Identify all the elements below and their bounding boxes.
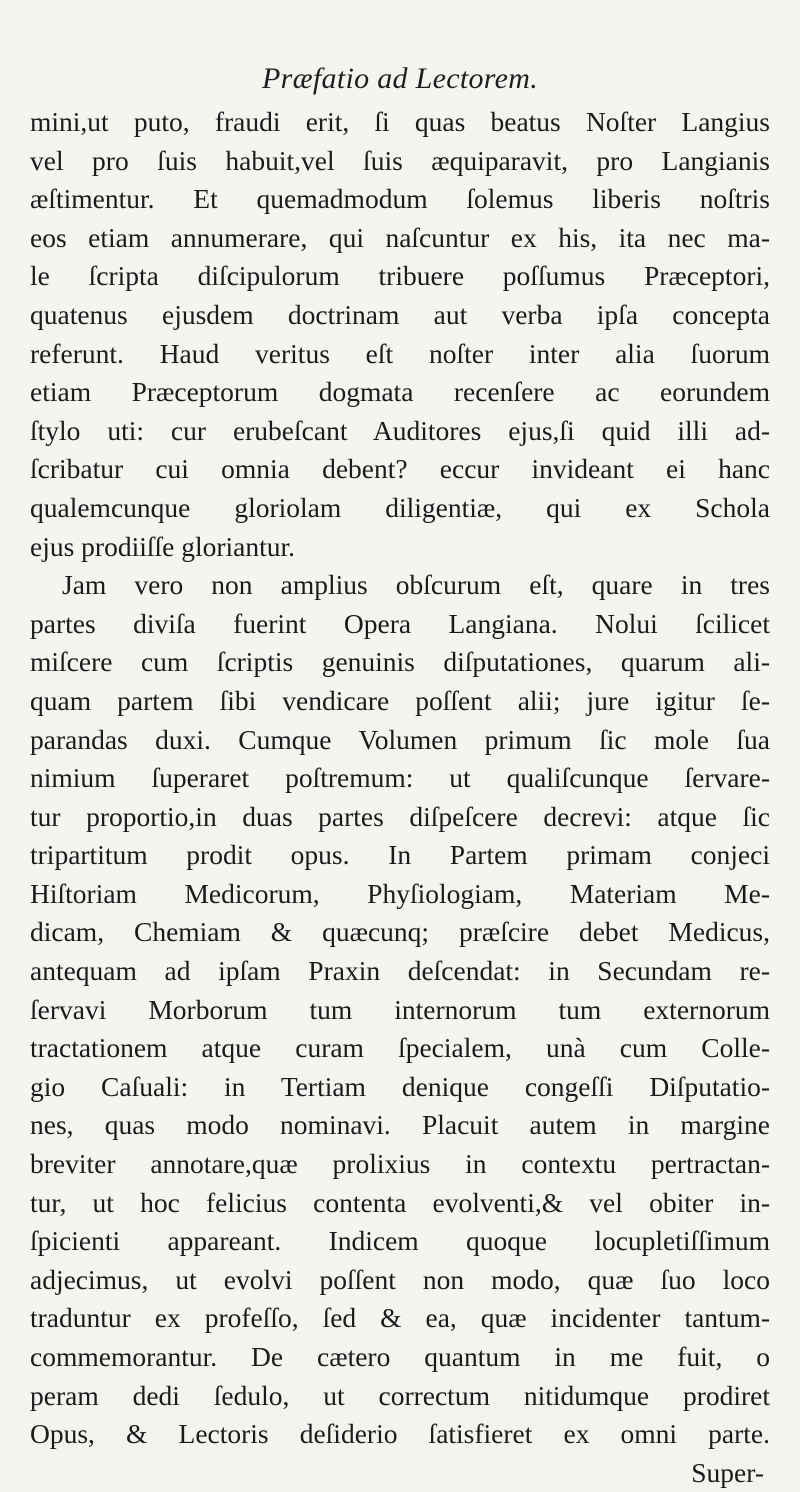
body-text	[30, 103, 770, 1492]
text-line: nes, quas modo nominavi. Placuit autem in margine	[30, 1109, 770, 1141]
text-line: quam partem ſibi vendicare poſſent alii; jure igitur ſe-	[30, 684, 770, 716]
text-line: ſervavi Morborum tum internorum tum externorum	[30, 993, 770, 1025]
text-line: referunt. Haud veritus eſt noſter inter alia ſuorum	[30, 337, 770, 369]
text-line: breviter annotare,quæ prolixius in contextu pertractan-	[30, 1148, 770, 1180]
text-line: tur, ut hoc felicius contenta evolventi,& vel obiter in-	[30, 1186, 770, 1218]
catchword: Super-	[691, 1456, 764, 1488]
text-line: adjecimus, ut evolvi poſſent non modo, quæ ſuo loco	[30, 1263, 770, 1295]
text-line: gio Caſuali: in Tertiam denique congeſſi Diſputatio-	[30, 1070, 770, 1102]
text-line: eos etiam annumerare, qui naſcuntur ex his, ita nec ma-	[30, 221, 770, 253]
text-line: ſcribatur cui omnia debent? eccur invideant ei hanc	[30, 453, 770, 485]
text-line: æſtimentur. Et quemadmodum ſolemus liberis noſtris	[30, 183, 770, 215]
text-line: etiam Præceptorum dogmata recenſere ac eorundem	[30, 376, 770, 408]
text-line: antequam ad ipſam Praxin deſcendat: in Secundam re-	[30, 955, 770, 987]
text-line: partes diviſa fuerint Opera Langiana. Nolui ſcilicet	[30, 607, 770, 639]
text-line: qualemcunque gloriolam diligentiæ, qui ex Schola	[30, 491, 770, 523]
text-line: tur proportio,in duas partes diſpeſcere decrevi: atque ſic	[30, 800, 770, 832]
text-line: Opus, & Lectoris deſiderio ſatisfieret ex omni parte.	[30, 1418, 770, 1450]
text-line: dicam, Chemiam & quæcunq; præſcire debet Medicus,	[30, 916, 770, 948]
text-line: Jam vero non amplius obſcurum eſt, quare in tres	[62, 569, 770, 601]
text-line: mini,ut puto, fraudi erit, ſi quas beatus Noſter Langius	[30, 106, 770, 137]
text-line: traduntur ex profeſſo, ſed & ea, quæ incidenter tantum-	[30, 1302, 770, 1334]
text-line: vel pro ſuis habuit,vel ſuis æquiparavit, pro Langianis	[30, 144, 770, 176]
text-line: tripartitum prodit opus. In Partem primam conjeci	[30, 839, 770, 871]
text-line: miſcere cum ſcriptis genuinis diſputationes, quarum ali-	[30, 646, 770, 678]
text-line: peram dedi ſedulo, ut correctum nitidumque prodiret	[30, 1379, 770, 1411]
text-line: nimium ſuperaret poſtremum: ut qualiſcunque ſervare-	[30, 762, 770, 794]
text-line: ſpicienti appareant. Indicem quoque locupletiſſimum	[30, 1225, 770, 1257]
text-line: ſtylo uti: cur erubeſcant Auditores ejus,ſi quid illi ad-	[30, 414, 770, 446]
text-line: tractationem atque curam ſpecialem, unà cum Colle-	[30, 1032, 770, 1064]
text-line: parandas duxi. Cumque Volumen primum ſic mole ſua	[30, 723, 770, 755]
text-line: quatenus ejusdem doctrinam aut verba ipſa concepta	[30, 298, 770, 330]
text-line: Hiſtoriam Medicorum, Phyſiologiam, Materiam Me-	[30, 877, 770, 909]
text-line: le ſcripta diſcipulorum tribuere poſſumus Præceptori,	[30, 260, 770, 292]
text-line: ejus prodiiſſe gloriantur.	[30, 530, 296, 562]
text-line: commemorantur. De cætero quantum in me fuit, o	[30, 1341, 770, 1372]
running-title: Præfatio ad Lectorem.	[261, 62, 538, 95]
